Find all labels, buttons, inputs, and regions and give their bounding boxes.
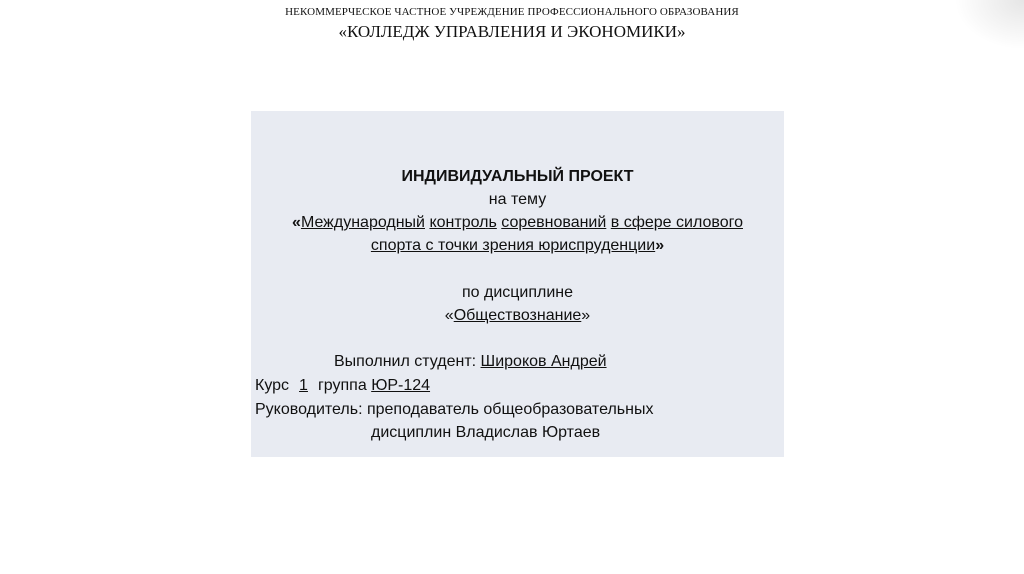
- topic-word: Международный: [300, 214, 425, 231]
- document-header: [0, 6, 1024, 43]
- course-label: Курс: [255, 377, 290, 394]
- course-value: 1: [299, 377, 308, 394]
- college-name: «КОЛЛЕДЖ УПРАВЛЕНИЯ И ЭКОНОМИКИ»: [338, 22, 686, 41]
- group-label: группа: [317, 377, 367, 394]
- author-label: Выполнил студент:: [334, 353, 477, 370]
- discipline-line: [251, 304, 784, 327]
- project-title-block: [251, 165, 784, 257]
- topic-close-quote: »: [655, 237, 665, 254]
- supervisor-line-1: Руководитель: преподаватель общеобразовательных: [255, 401, 654, 418]
- discipline-name: Обществознание: [453, 307, 582, 324]
- topic-word: соревнований: [501, 214, 607, 231]
- topic-word: в сфере силового: [610, 214, 743, 231]
- discipline-close-quote: »: [581, 307, 591, 324]
- group-value: ЮР-124: [371, 377, 431, 394]
- course-group-line: [255, 374, 430, 397]
- author-name: Широков Андрей: [480, 353, 607, 370]
- topic-line-2: [251, 234, 784, 257]
- project-label: ИНДИВИДУАЛЬНЫЙ ПРОЕКТ: [401, 168, 634, 185]
- discipline-intro: по дисциплине: [461, 284, 574, 301]
- author-line: [334, 350, 607, 373]
- discipline-open-quote: «: [444, 307, 454, 324]
- topic-line-1: [251, 211, 784, 234]
- topic-word: контроль: [429, 214, 497, 231]
- topic-intro: на тему: [488, 191, 547, 208]
- title-card: [251, 111, 784, 457]
- organization-line: НЕКОММЕРЧЕСКОЕ ЧАСТНОЕ УЧРЕЖДЕНИЕ ПРОФЕССИОНАЛЬНОГО ОБРАЗОВАНИЯ: [285, 6, 739, 18]
- topic-line-2-text: спорта с точки зрения юриспруденции: [370, 237, 656, 254]
- topic-open-quote: «: [292, 214, 301, 231]
- supervisor-line-2: дисциплин Владислав Юртаев: [371, 424, 601, 441]
- discipline-block: [251, 281, 784, 327]
